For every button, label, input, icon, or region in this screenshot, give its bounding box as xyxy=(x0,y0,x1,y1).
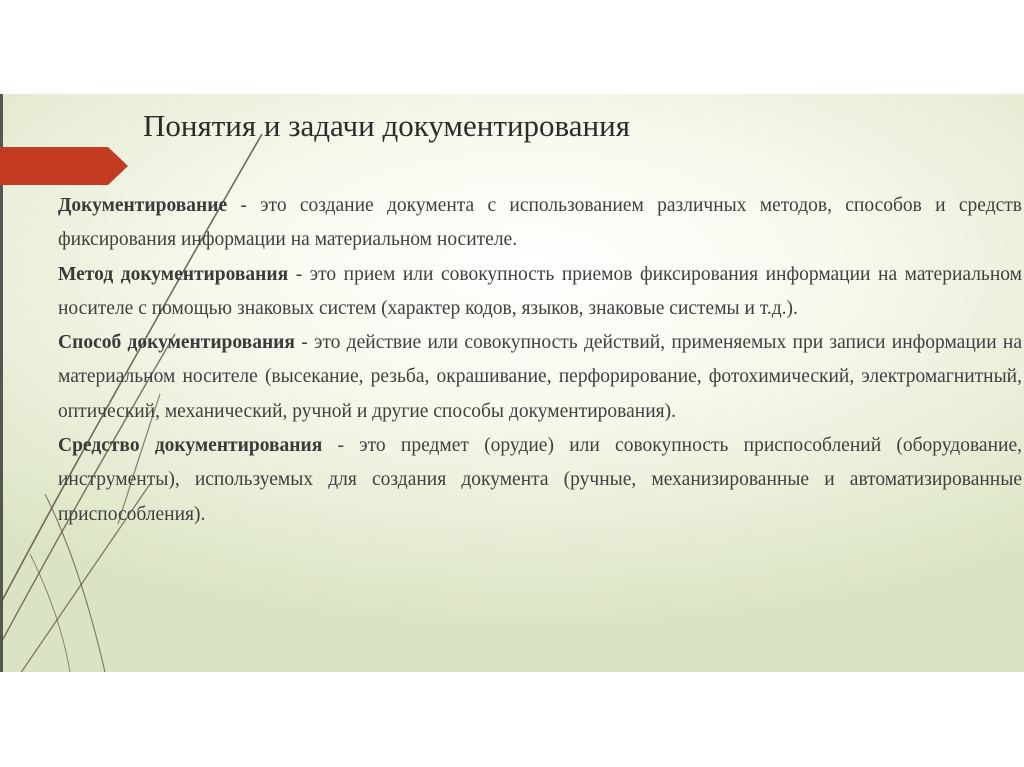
definition-text: - это предмет (орудие) или совокупность приспособлений (оборудование, инструменты), используемых для создания документа (ручные, механизированные и автоматизированные приспособления). xyxy=(58,435,1022,525)
definition-term: Документирование xyxy=(58,195,228,216)
definition-text: - это прием или совокупность приемов фиксирования информации на материальном носителе с помощью знаковых систем (характер кодов, языков, знаковые системы и т.д.). xyxy=(58,263,1022,319)
definition-term: Способ документирования xyxy=(58,332,295,354)
definition-term: Метод документирования xyxy=(58,263,289,285)
red-arrow-tab xyxy=(0,147,128,185)
slide xyxy=(0,94,1024,672)
definition-text: - это действие или совокупность действий, применяемых при записи информации на материальном носителе (высекание, резьба, окрашивание, перфорирование, фотохимический, электромагнитный, оптический, механический, ручной и другие способы документирования). xyxy=(58,332,1023,422)
definition-paragraph xyxy=(58,429,1022,532)
definition-term: Средство документирования xyxy=(58,435,323,457)
definition-paragraph xyxy=(58,326,1022,429)
definition-paragraph xyxy=(58,189,1022,258)
definition-paragraph xyxy=(58,258,1022,327)
definition-text: - это создание документа с использованием различных методов, способов и средств фиксирования информации на материальном носителе. xyxy=(58,195,1022,251)
slide-body xyxy=(58,189,1022,532)
slide-title: Понятия и задачи документирования xyxy=(143,108,630,143)
